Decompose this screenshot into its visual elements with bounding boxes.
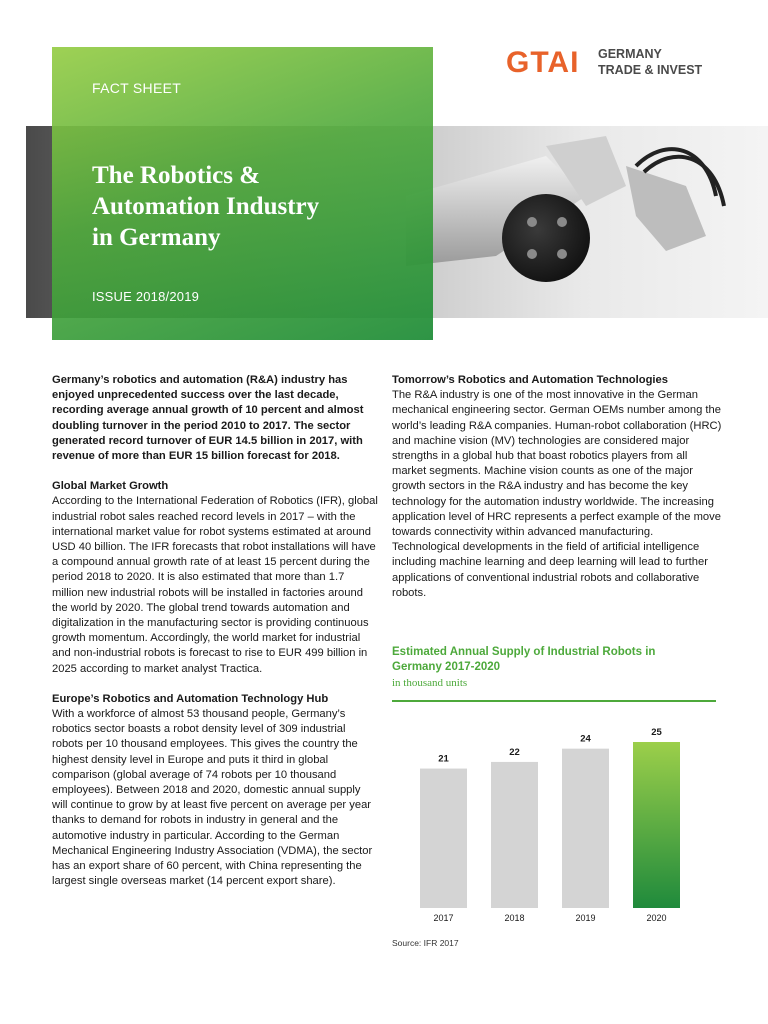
bar-2018 <box>491 762 538 908</box>
lead-paragraph: Germany’s robotics and automation (R&A) industry has enjoyed unprecedented success over the last decade, recording average annual growth of 10 percent and almost doubling turnover in the period 2010 to 2017. The sector generated record turnover of EUR 14.5 billion in 2017, with revenue of more than EUR 15 billion forecast for 2018. <box>52 374 364 463</box>
fact-sheet-label: FACT SHEET <box>92 80 182 96</box>
data-label-2017: 21 <box>438 753 449 765</box>
section-body-global-market: According to the International Federation of Robotics (IFR), global industrial robot sales reached record levels in 2017 – with the international market value for robot systems estimated at around USD 40 billion. The IFR forecasts that robot installations will have a compound annual growth rate of at least 15 percent during the period 2018 to 2020. It is also estimated that more than 1.7 million new industrial robots will be installed in factories around the world by 2020. The global trend towards automation and digitalization in the manufacturing sector is providing continuous growth momentum. Accordingly, the world market for industrial and non-industrial robots is forecast to rise to EUR 499 billion in 2025 according to market analyst Tractica. <box>52 495 378 675</box>
section-body-tomorrow: The R&A industry is one of the most innovative in the German mechanical engineering sector. German OEMs number among the world’s leading R&A companies. Human-robot collaboration (HRC) and machine vision (MV) technologies are considered major strengths in a global hub that boast robotics players from all market segments. Machine vision counts as one of the major growth sectors in the R&A industry and has become the key technology for the automation industry worldwide. The increasing application level of HRC represents a perfect example of the move towards connectivity within advanced manufacturing. Technological developments in the field of artificial intelligence including machine learning and deep learning will lead to further applications of conventional industrial robots and collaborative robots. <box>392 389 722 599</box>
data-label-2018: 22 <box>509 746 520 758</box>
chart-subtitle: in thousand units <box>392 677 468 689</box>
section-heading-global-market: Global Market Growth <box>52 480 169 493</box>
title-line-3: in Germany <box>92 224 221 251</box>
logo-line-1: GERMANY <box>598 47 662 61</box>
section-heading-europe-hub: Europe’s Robotics and Automation Technology Hub <box>52 692 329 705</box>
chart-divider <box>392 700 716 702</box>
logo-line-2: TRADE & INVEST <box>598 63 703 77</box>
bar-2017 <box>420 769 467 908</box>
title-line-2: Automation Industry <box>92 193 320 220</box>
bar-2019 <box>562 749 609 908</box>
left-column <box>52 373 378 890</box>
x-tick-2018: 2018 <box>504 913 525 923</box>
chart-source: Source: IFR 2017 <box>392 938 459 948</box>
x-tick-2017: 2017 <box>433 913 454 923</box>
data-label-2019: 24 <box>580 733 591 745</box>
title-line-1: The Robotics & <box>92 162 261 189</box>
section-body-europe-hub: With a workforce of almost 53 thousand people, Germany’s robotics sector boasts a robot density level of 309 industrial robots per 10 thousand employees. This gives the country the highest density level in Europe and puts it third in global comparison (global average of 74 robots per 10 thousand employees). Between 2018 and 2020, domestic annual supply will continue to grow by at least five percent on average per year thanks to demand for robots in industry in general and the automotive industry in particular. According to the German Mechanical Engineering Industry Association (VDMA), the sector has an export share of 60 percent, with China representing the largest single overseas market (14 percent export share). <box>52 708 373 888</box>
data-label-2020: 25 <box>651 727 662 738</box>
bar-chart <box>392 720 716 930</box>
logo-wordmark <box>598 46 702 78</box>
right-column <box>392 373 722 601</box>
logo-mark: GTAI <box>506 46 580 79</box>
section-heading-tomorrow: Tomorrow’s Robotics and Automation Technologies <box>392 374 668 386</box>
chart-title: Estimated Annual Supply of Industrial Robots in Germany 2017-2020 <box>392 646 656 673</box>
issue-label: ISSUE 2018/2019 <box>92 289 200 304</box>
x-tick-2020: 2020 <box>646 913 667 923</box>
x-tick-2019: 2019 <box>575 913 596 923</box>
bar-2020 <box>633 742 680 908</box>
page-title <box>92 160 412 253</box>
